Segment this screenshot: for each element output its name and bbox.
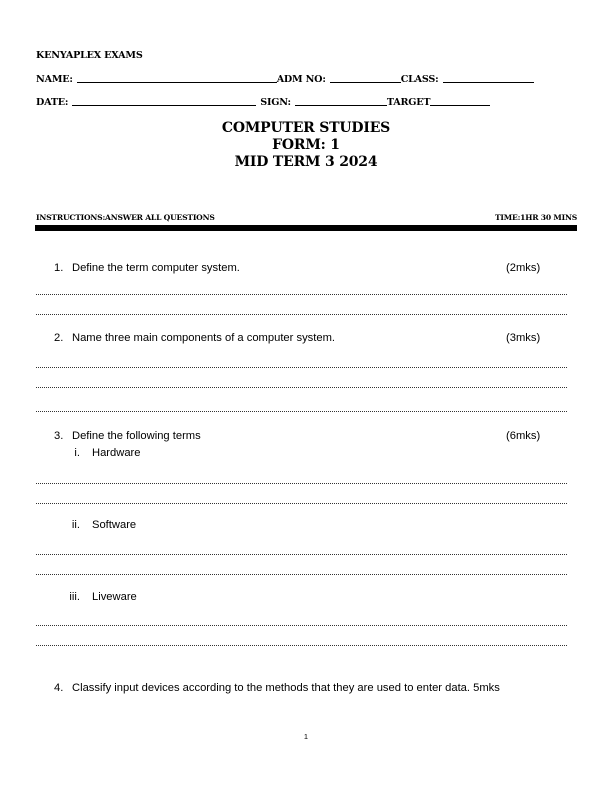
adm-no-field[interactable]: [330, 73, 401, 83]
part-roman: ii.: [71, 519, 80, 531]
question-number: 4.: [54, 682, 64, 694]
student-info-row-1: [36, 73, 534, 85]
date-label: DATE:: [36, 97, 69, 108]
question-4: [54, 682, 500, 694]
instructions: INSTRUCTIONS:ANSWER ALL QUESTIONS: [36, 213, 215, 222]
question-number: 2.: [54, 332, 64, 344]
class-field[interactable]: [443, 73, 534, 83]
answer-line[interactable]: [36, 554, 567, 555]
answer-line[interactable]: [36, 574, 567, 575]
question-text: Define the following terms: [72, 430, 201, 442]
answer-line[interactable]: [36, 367, 567, 368]
question-number: 1.: [54, 262, 64, 274]
question-1: [54, 262, 240, 274]
sign-field[interactable]: [295, 96, 387, 106]
answer-line[interactable]: [36, 314, 567, 315]
question-3: [54, 430, 201, 442]
answer-line[interactable]: [36, 387, 567, 388]
part-text: Software: [92, 519, 137, 531]
name-label: NAME:: [36, 74, 73, 85]
question-3-part-i: [52, 447, 141, 459]
answer-line[interactable]: [36, 411, 567, 412]
part-text: Liveware: [92, 591, 137, 603]
answer-line[interactable]: [36, 645, 567, 646]
question-text: Name three main components of a computer system.: [72, 332, 336, 344]
class-label: CLASS:: [400, 74, 439, 85]
date-field[interactable]: [72, 96, 256, 106]
student-info-row-2: [36, 96, 490, 108]
question-3-part-iii: [52, 591, 137, 603]
answer-line[interactable]: [36, 625, 567, 626]
sign-label: SIGN:: [260, 97, 291, 108]
page-number: 1: [303, 732, 309, 741]
question-text: Classify input devices according to the methods that they are used to enter data. 5mks: [72, 682, 500, 694]
answer-line[interactable]: [36, 503, 567, 504]
question-text: Define the term computer system.: [72, 262, 240, 274]
question-2: [54, 332, 335, 344]
question-3-marks: (6mks): [506, 430, 541, 442]
part-roman: i.: [74, 447, 80, 459]
exam-term-title: MID TERM 3 2024: [234, 154, 378, 170]
subject-title: COMPUTER STUDIES: [221, 120, 391, 136]
adm-no-label: ADM NO:: [276, 74, 326, 85]
target-field[interactable]: [430, 96, 490, 106]
target-label: TARGET: [386, 97, 431, 108]
exam-title: [0, 120, 612, 171]
answer-line[interactable]: [36, 294, 567, 295]
time-allowed: TIME:1HR 30 MINS: [494, 213, 577, 222]
question-number: 3.: [54, 430, 64, 442]
question-2-marks: (3mks): [506, 332, 541, 344]
answer-line[interactable]: [36, 483, 567, 484]
name-field[interactable]: [77, 73, 277, 83]
question-1-marks: (2mks): [506, 262, 541, 274]
brand-name: KENYAPLEX EXAMS: [36, 50, 143, 61]
form-title: FORM: 1: [272, 137, 340, 153]
header-divider: [35, 225, 577, 231]
part-text: Hardware: [92, 447, 141, 459]
question-3-part-ii: [52, 519, 136, 531]
part-roman: iii.: [69, 591, 80, 603]
